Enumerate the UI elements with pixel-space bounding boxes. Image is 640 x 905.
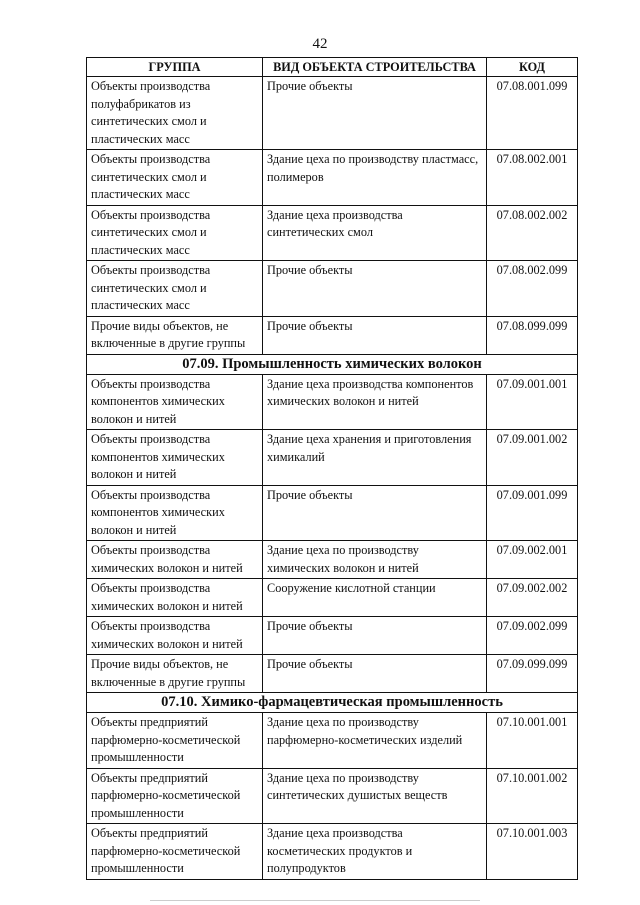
header-object-type: ВИД ОБЪЕКТА СТРОИТЕЛЬСТВА: [263, 58, 487, 77]
table-header-row: [87, 58, 578, 77]
table-row: [87, 541, 578, 579]
code-cell: 07.08.002.099: [487, 261, 578, 317]
group-cell: Объекты предприятий парфюмерно-косметической промышленности: [87, 824, 263, 880]
code-cell: 07.08.002.001: [487, 150, 578, 206]
object-type-cell: Здание цеха производства косметических продуктов и полупродуктов: [263, 824, 487, 880]
group-cell: Объекты производства химических волокон и нитей: [87, 541, 263, 579]
code-cell: 07.09.099.099: [487, 655, 578, 693]
header-group: ГРУППА: [87, 58, 263, 77]
object-type-cell: Прочие объекты: [263, 617, 487, 655]
group-cell: Объекты производства синтетических смол и пластических масс: [87, 205, 263, 261]
group-cell: Прочие виды объектов, не включенные в другие группы: [87, 316, 263, 354]
table-row: [87, 316, 578, 354]
group-cell: Объекты производства синтетических смол и пластических масс: [87, 150, 263, 206]
code-cell: 07.09.002.001: [487, 541, 578, 579]
group-cell: Объекты производства химических волокон и нитей: [87, 579, 263, 617]
object-type-cell: Здание цеха по производству химических волокон и нитей: [263, 541, 487, 579]
section-heading-row: [87, 693, 578, 713]
code-cell: 07.08.099.099: [487, 316, 578, 354]
object-type-cell: Здание цеха хранения и приготовления химикалий: [263, 430, 487, 486]
table-body: [87, 77, 578, 880]
code-cell: 07.10.001.003: [487, 824, 578, 880]
object-type-table: [86, 57, 578, 880]
group-cell: Прочие виды объектов, не включенные в другие группы: [87, 655, 263, 693]
table-row: [87, 824, 578, 880]
table-row: [87, 261, 578, 317]
group-cell: Объекты производства полуфабрикатов из синтетических смол и пластических масс: [87, 77, 263, 150]
code-cell: 07.09.002.002: [487, 579, 578, 617]
object-type-cell: Здание цеха производства компонентов химических волокон и нитей: [263, 374, 487, 430]
object-type-cell: Сооружение кислотной станции: [263, 579, 487, 617]
code-cell: 07.09.001.002: [487, 430, 578, 486]
object-type-cell: Здание цеха производства синтетических смол: [263, 205, 487, 261]
group-cell: Объекты производства компонентов химических волокон и нитей: [87, 485, 263, 541]
code-cell: 07.09.002.099: [487, 617, 578, 655]
table-row: [87, 430, 578, 486]
code-cell: 07.10.001.001: [487, 713, 578, 769]
section-title: 07.09. Промышленность химических волокон: [87, 354, 578, 374]
group-cell: Объекты производства компонентов химических волокон и нитей: [87, 374, 263, 430]
group-cell: Объекты предприятий парфюмерно-косметической промышленности: [87, 768, 263, 824]
group-cell: Объекты предприятий парфюмерно-косметической промышленности: [87, 713, 263, 769]
page-number: 42: [312, 36, 328, 52]
object-type-cell: Прочие объекты: [263, 261, 487, 317]
code-cell: 07.08.002.002: [487, 205, 578, 261]
table-row: [87, 768, 578, 824]
scan-edge-line: [150, 900, 480, 901]
object-type-cell: Здание цеха по производству парфюмерно-косметических изделий: [263, 713, 487, 769]
object-type-cell: Здание цеха по производству пластмасс, полимеров: [263, 150, 487, 206]
table-row: [87, 655, 578, 693]
object-type-cell: Здание цеха по производству синтетических душистых веществ: [263, 768, 487, 824]
group-cell: Объекты производства синтетических смол и пластических масс: [87, 261, 263, 317]
table-row: [87, 617, 578, 655]
object-type-cell: Прочие объекты: [263, 655, 487, 693]
code-cell: 07.10.001.002: [487, 768, 578, 824]
table-row: [87, 77, 578, 150]
table-row: [87, 713, 578, 769]
section-title: 07.10. Химико-фармацевтическая промышленность: [87, 693, 578, 713]
code-cell: 07.09.001.001: [487, 374, 578, 430]
code-cell: 07.08.001.099: [487, 77, 578, 150]
section-heading-row: [87, 354, 578, 374]
group-cell: Объекты производства химических волокон и нитей: [87, 617, 263, 655]
table-row: [87, 374, 578, 430]
table-row: [87, 150, 578, 206]
code-cell: 07.09.001.099: [487, 485, 578, 541]
table-row: [87, 205, 578, 261]
group-cell: Объекты производства компонентов химических волокон и нитей: [87, 430, 263, 486]
object-type-cell: Прочие объекты: [263, 316, 487, 354]
table-row: [87, 485, 578, 541]
object-type-cell: Прочие объекты: [263, 485, 487, 541]
table-row: [87, 579, 578, 617]
object-type-cell: Прочие объекты: [263, 77, 487, 150]
header-code: КОД: [487, 58, 578, 77]
